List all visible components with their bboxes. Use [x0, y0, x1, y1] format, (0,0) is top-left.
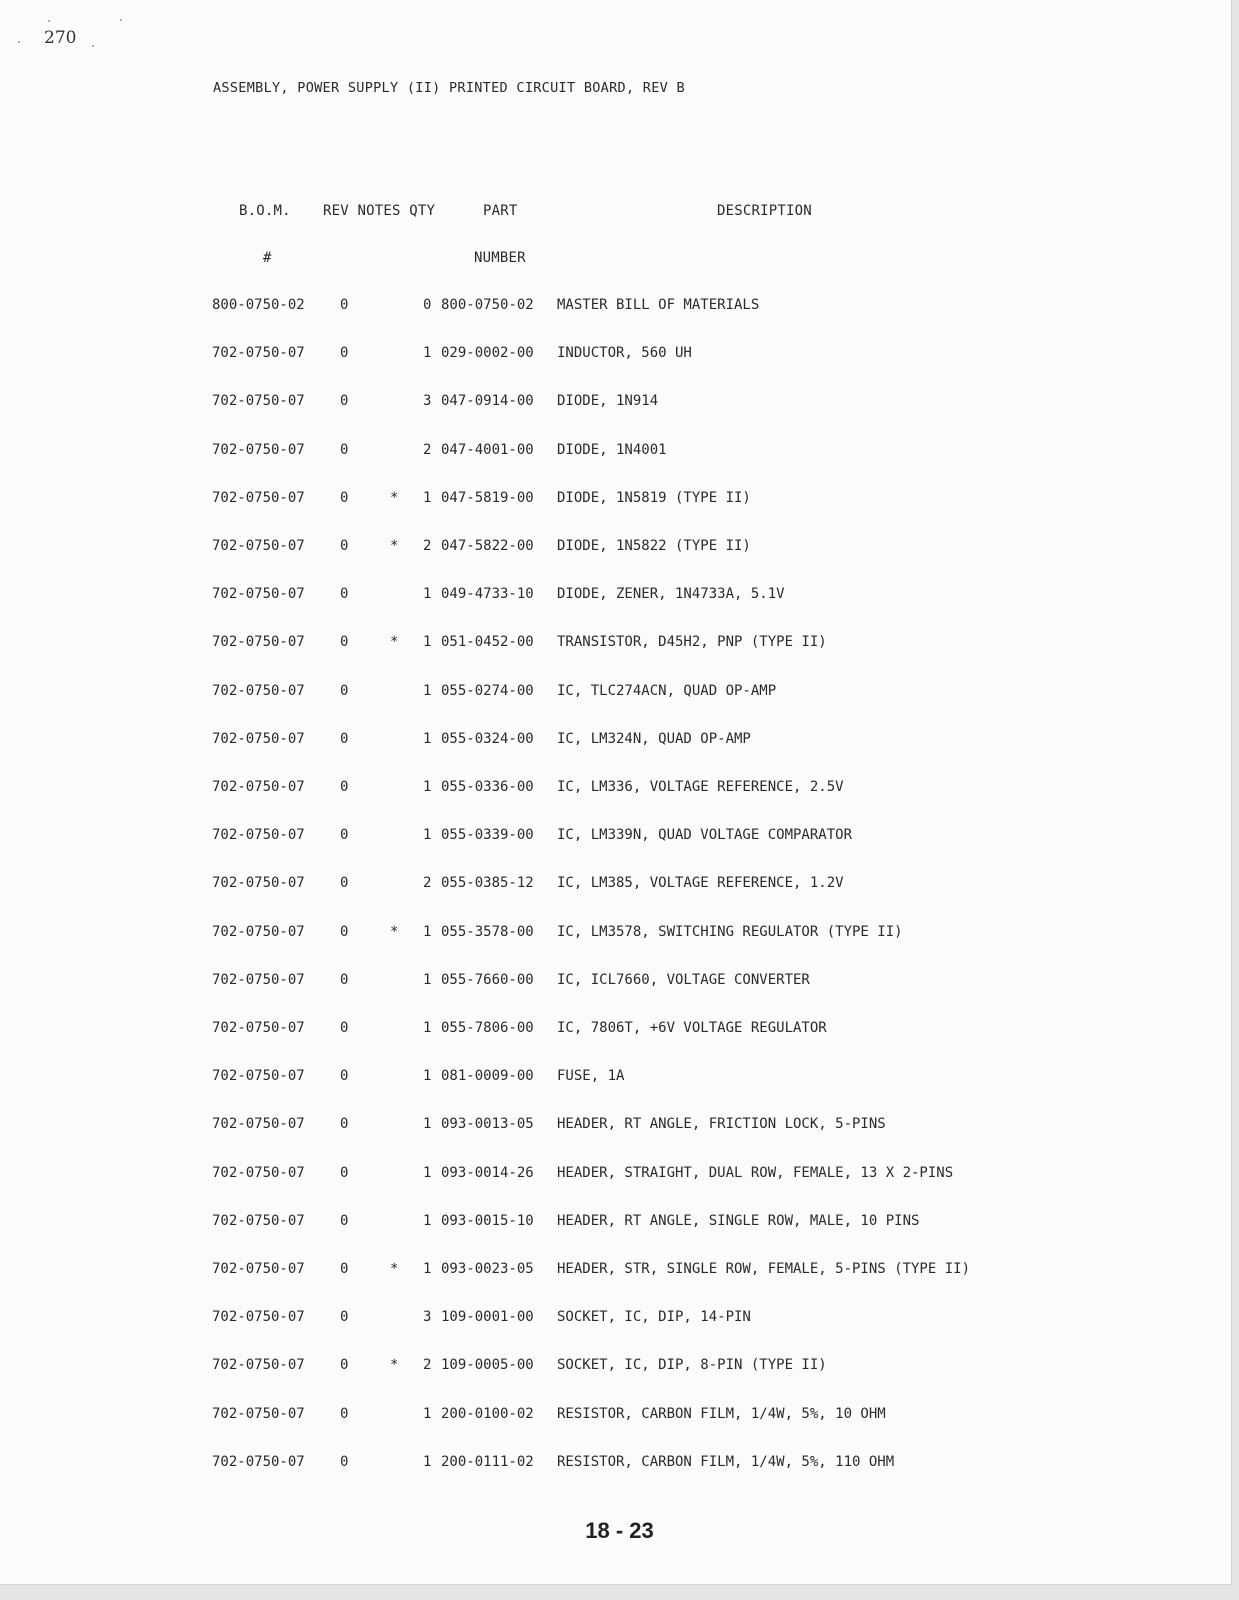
rev-cell: 0 — [340, 1165, 349, 1181]
rev-cell: 0 — [340, 1454, 349, 1470]
bom-cell: 702-0750-07 — [212, 1165, 305, 1181]
qty-cell: 1 — [423, 827, 432, 843]
rev-cell: 0 — [340, 972, 349, 988]
part-number-cell: 047-5822-00 — [441, 538, 534, 554]
part-number-cell: 047-4001-00 — [441, 442, 534, 458]
part-number-cell: 055-0385-12 — [441, 875, 534, 891]
description-cell: IC, LM339N, QUAD VOLTAGE COMPARATOR — [557, 827, 853, 843]
rev-cell: 0 — [340, 1261, 349, 1277]
table-row — [0, 1406, 1231, 1428]
part-number-cell: 055-0339-00 — [441, 827, 534, 843]
header-bom-number: # — [263, 250, 272, 266]
table-row — [0, 538, 1231, 560]
bom-cell: 702-0750-07 — [212, 1261, 305, 1277]
description-cell: HEADER, RT ANGLE, FRICTION LOCK, 5-PINS — [557, 1116, 886, 1132]
header-description: DESCRIPTION — [717, 203, 812, 219]
notes-cell: * — [390, 490, 399, 506]
qty-cell: 1 — [423, 1406, 432, 1422]
header-rev-notes-qty: REV NOTES QTY — [323, 203, 436, 219]
scan-speck — [18, 41, 20, 43]
rev-cell: 0 — [340, 538, 349, 554]
bom-cell: 702-0750-07 — [212, 924, 305, 940]
rev-cell: 0 — [340, 393, 349, 409]
qty-cell: 1 — [423, 1020, 432, 1036]
description-cell: SOCKET, IC, DIP, 14-PIN — [557, 1309, 751, 1325]
description-cell: HEADER, STRAIGHT, DUAL ROW, FEMALE, 13 X 2-PINS — [557, 1165, 954, 1181]
description-cell: IC, LM385, VOLTAGE REFERENCE, 1.2V — [557, 875, 844, 891]
notes-cell: * — [390, 1357, 399, 1373]
bom-cell: 702-0750-07 — [212, 1454, 305, 1470]
qty-cell: 1 — [423, 634, 432, 650]
table-row — [0, 1165, 1231, 1187]
bom-cell: 702-0750-07 — [212, 683, 305, 699]
part-number-cell: 109-0005-00 — [441, 1357, 534, 1373]
rev-cell: 0 — [340, 683, 349, 699]
bom-cell: 702-0750-07 — [212, 634, 305, 650]
bom-cell: 702-0750-07 — [212, 1357, 305, 1373]
description-cell: IC, LM3578, SWITCHING REGULATOR (TYPE II) — [557, 924, 903, 940]
description-cell: DIODE, 1N5819 (TYPE II) — [557, 490, 751, 506]
rev-cell: 0 — [340, 779, 349, 795]
description-cell: IC, TLC274ACN, QUAD OP-AMP — [557, 683, 777, 699]
part-number-cell: 200-0100-02 — [441, 1406, 534, 1422]
bom-cell: 702-0750-07 — [212, 490, 305, 506]
bom-cell: 702-0750-07 — [212, 1020, 305, 1036]
table-row — [0, 779, 1231, 801]
qty-cell: 1 — [423, 1068, 432, 1084]
rev-cell: 0 — [340, 875, 349, 891]
part-number-cell: 109-0001-00 — [441, 1309, 534, 1325]
description-cell: INDUCTOR, 560 UH — [557, 345, 692, 361]
table-row — [0, 827, 1231, 849]
qty-cell: 2 — [423, 875, 432, 891]
header-part-number: NUMBER — [474, 250, 526, 266]
table-row — [0, 345, 1231, 367]
description-cell: DIODE, ZENER, 1N4733A, 5.1V — [557, 586, 785, 602]
bom-cell: 702-0750-07 — [212, 827, 305, 843]
qty-cell: 1 — [423, 1116, 432, 1132]
table-row — [0, 1213, 1231, 1235]
rev-cell: 0 — [340, 297, 349, 313]
part-number-cell: 800-0750-02 — [441, 297, 534, 313]
scan-speck — [120, 19, 122, 21]
part-number-cell: 055-0274-00 — [441, 683, 534, 699]
qty-cell: 1 — [423, 683, 432, 699]
rev-cell: 0 — [340, 1116, 349, 1132]
description-cell: SOCKET, IC, DIP, 8-PIN (TYPE II) — [557, 1357, 827, 1373]
rev-cell: 0 — [340, 731, 349, 747]
table-row — [0, 972, 1231, 994]
part-number-cell: 055-0336-00 — [441, 779, 534, 795]
qty-cell: 1 — [423, 1454, 432, 1470]
rev-cell: 0 — [340, 1068, 349, 1084]
bom-cell: 702-0750-07 — [212, 345, 305, 361]
rev-cell: 0 — [340, 586, 349, 602]
qty-cell: 1 — [423, 731, 432, 747]
qty-cell: 1 — [423, 972, 432, 988]
table-row — [0, 1357, 1231, 1379]
bom-cell: 702-0750-07 — [212, 1116, 305, 1132]
description-cell: DIODE, 1N914 — [557, 393, 659, 409]
table-row — [0, 297, 1231, 319]
description-cell: DIODE, 1N5822 (TYPE II) — [557, 538, 751, 554]
header-part: PART — [483, 203, 518, 219]
bom-cell: 702-0750-07 — [212, 1309, 305, 1325]
qty-cell: 3 — [423, 1309, 432, 1325]
part-number-cell: 055-7660-00 — [441, 972, 534, 988]
rev-cell: 0 — [340, 490, 349, 506]
bom-cell: 702-0750-07 — [212, 393, 305, 409]
part-number-cell: 051-0452-00 — [441, 634, 534, 650]
bom-cell: 702-0750-07 — [212, 586, 305, 602]
part-number-cell: 093-0013-05 — [441, 1116, 534, 1132]
table-row — [0, 393, 1231, 415]
rev-cell: 0 — [340, 634, 349, 650]
part-number-cell: 047-0914-00 — [441, 393, 534, 409]
part-number-cell: 049-4733-10 — [441, 586, 534, 602]
rev-cell: 0 — [340, 345, 349, 361]
bom-cell: 702-0750-07 — [212, 1213, 305, 1229]
description-cell: TRANSISTOR, D45H2, PNP (TYPE II) — [557, 634, 827, 650]
table-row — [0, 634, 1231, 656]
part-number-cell: 047-5819-00 — [441, 490, 534, 506]
table-row — [0, 442, 1231, 464]
table-row — [0, 924, 1231, 946]
table-row — [0, 875, 1231, 897]
description-cell: FUSE, 1A — [557, 1068, 625, 1084]
part-number-cell: 055-0324-00 — [441, 731, 534, 747]
page-footer: 18 - 23 — [585, 1518, 654, 1543]
notes-cell: * — [390, 924, 399, 940]
qty-cell: 1 — [423, 1213, 432, 1229]
notes-cell: * — [390, 538, 399, 554]
table-row — [0, 1261, 1231, 1283]
part-number-cell: 055-3578-00 — [441, 924, 534, 940]
rev-cell: 0 — [340, 1357, 349, 1373]
qty-cell: 1 — [423, 1261, 432, 1277]
rev-cell: 0 — [340, 827, 349, 843]
table-row — [0, 1454, 1231, 1476]
table-row — [0, 1020, 1231, 1042]
rev-cell: 0 — [340, 924, 349, 940]
description-cell: HEADER, STR, SINGLE ROW, FEMALE, 5-PINS (TYPE II) — [557, 1261, 971, 1277]
qty-cell: 1 — [423, 490, 432, 506]
qty-cell: 0 — [423, 297, 432, 313]
description-cell: IC, LM324N, QUAD OP-AMP — [557, 731, 751, 747]
qty-cell: 1 — [423, 924, 432, 940]
scan-speck — [92, 45, 94, 47]
description-cell: HEADER, RT ANGLE, SINGLE ROW, MALE, 10 PINS — [557, 1213, 920, 1229]
table-row — [0, 1116, 1231, 1138]
rev-cell: 0 — [340, 442, 349, 458]
description-cell: RESISTOR, CARBON FILM, 1/4W, 5%, 110 OHM — [557, 1454, 895, 1470]
qty-cell: 1 — [423, 345, 432, 361]
description-cell: DIODE, 1N4001 — [557, 442, 667, 458]
rev-cell: 0 — [340, 1020, 349, 1036]
description-cell: IC, LM336, VOLTAGE REFERENCE, 2.5V — [557, 779, 844, 795]
page-number: 270 — [44, 28, 77, 48]
description-cell: RESISTOR, CARBON FILM, 1/4W, 5%, 10 OHM — [557, 1406, 886, 1422]
rev-cell: 0 — [340, 1309, 349, 1325]
qty-cell: 2 — [423, 538, 432, 554]
bom-cell: 800-0750-02 — [212, 297, 305, 313]
qty-cell: 1 — [423, 1165, 432, 1181]
qty-cell: 2 — [423, 442, 432, 458]
part-number-cell: 055-7806-00 — [441, 1020, 534, 1036]
rev-cell: 0 — [340, 1406, 349, 1422]
bom-cell: 702-0750-07 — [212, 972, 305, 988]
qty-cell: 1 — [423, 586, 432, 602]
rev-cell: 0 — [340, 1213, 349, 1229]
bom-cell: 702-0750-07 — [212, 538, 305, 554]
description-cell: MASTER BILL OF MATERIALS — [557, 297, 760, 313]
bom-cell: 702-0750-07 — [212, 731, 305, 747]
table-row — [0, 490, 1231, 512]
part-number-cell: 093-0023-05 — [441, 1261, 534, 1277]
bom-cell: 702-0750-07 — [212, 1068, 305, 1084]
bom-cell: 702-0750-07 — [212, 779, 305, 795]
table-row — [0, 1309, 1231, 1331]
notes-cell: * — [390, 1261, 399, 1277]
bom-cell: 702-0750-07 — [212, 875, 305, 891]
table-row — [0, 586, 1231, 608]
table-row — [0, 1068, 1231, 1090]
qty-cell: 2 — [423, 1357, 432, 1373]
part-number-cell: 200-0111-02 — [441, 1454, 534, 1470]
scan-speck — [48, 20, 50, 22]
description-cell: IC, 7806T, +6V VOLTAGE REGULATOR — [557, 1020, 827, 1036]
description-cell: IC, ICL7660, VOLTAGE CONVERTER — [557, 972, 810, 988]
table-row — [0, 731, 1231, 753]
part-number-cell: 081-0009-00 — [441, 1068, 534, 1084]
header-bom: B.O.M. — [239, 203, 291, 219]
qty-cell: 1 — [423, 779, 432, 795]
notes-cell: * — [390, 634, 399, 650]
table-row — [0, 683, 1231, 705]
part-number-cell: 029-0002-00 — [441, 345, 534, 361]
part-number-cell: 093-0015-10 — [441, 1213, 534, 1229]
part-number-cell: 093-0014-26 — [441, 1165, 534, 1181]
bom-cell: 702-0750-07 — [212, 1406, 305, 1422]
qty-cell: 3 — [423, 393, 432, 409]
document-title: ASSEMBLY, POWER SUPPLY (II) PRINTED CIRCUIT BOARD, REV B — [213, 80, 685, 96]
bom-cell: 702-0750-07 — [212, 442, 305, 458]
